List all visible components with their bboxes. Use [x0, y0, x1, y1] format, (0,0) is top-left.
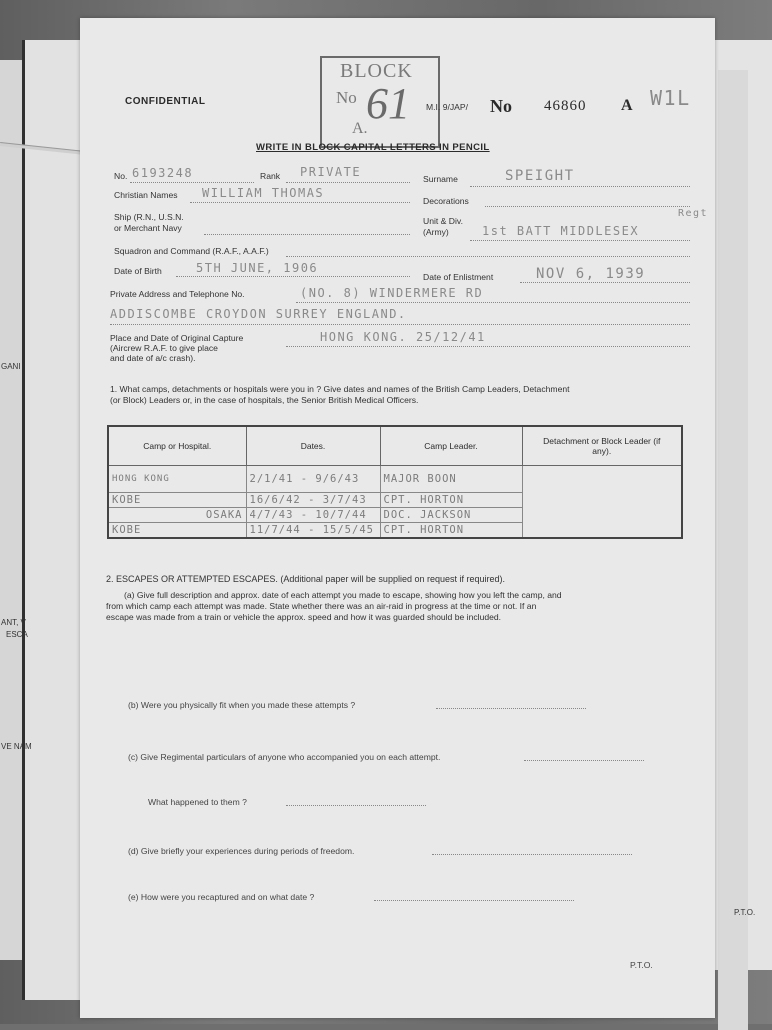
camps-table — [107, 425, 683, 539]
underlying-sheet-right-2 — [718, 70, 748, 1030]
unit-extra: Regt — [678, 208, 709, 219]
enlistment-value: NOV 6, 1939 — [536, 266, 646, 282]
section-2a-line-2: from which camp each attempt was made. State whether there was an air-raid in progress at the time or not. If an — [106, 601, 537, 611]
unit-label-2: (Army) — [423, 227, 449, 237]
form-letter: A — [621, 97, 633, 114]
capture-label-1: Place and Date of Original Capture — [110, 333, 244, 343]
christian-names-value: WILLIAM THOMAS — [202, 186, 325, 200]
surname-value: SPEIGHT — [505, 168, 575, 184]
stamp-no-label: No — [336, 88, 357, 107]
dob-value: 5TH JUNE, 1906 — [196, 261, 319, 275]
stamp-block-label: BLOCK — [340, 60, 413, 82]
question-2c-followup: What happened to them ? — [148, 797, 247, 807]
left-fragment-text: ANT, V — [1, 618, 26, 627]
address-line-2: ADDISCOMBE CROYDON SURREY ENGLAND. — [110, 307, 407, 321]
block-stamp — [320, 56, 440, 148]
header-detachment: Detachment or Block Leader (if any). — [522, 426, 682, 466]
question-2d: (d) Give briefly your experiences during periods of freedom. — [128, 846, 355, 856]
unit-label-1: Unit & Div. — [423, 216, 463, 226]
decorations-label: Decorations — [423, 196, 469, 206]
question-1-line-1: 1. What camps, detachments or hospitals were you in ? Give dates and names of the British Camp Leaders, Detachment — [110, 384, 570, 394]
header-camp: Camp or Hospital. — [108, 426, 246, 466]
left-fragment-text: VE NAM — [1, 742, 32, 751]
rank-value: PRIVATE — [300, 165, 362, 179]
mi-reference: M.I. 9/JAP/ — [426, 102, 469, 112]
form-number: 46860 — [544, 98, 587, 114]
leader-cell: MAJOR BOON — [380, 466, 522, 493]
leader-cell: CPT. HORTON — [380, 523, 522, 539]
dates-cell: 2/1/41 - 9/6/43 — [246, 466, 380, 493]
address-label: Private Address and Telephone No. — [110, 289, 245, 299]
ship-label-1: Ship (R.N., U.S.N. — [114, 212, 184, 222]
pto-label: P.T.O. — [630, 960, 653, 970]
dates-cell: 11/7/44 - 15/5/45 — [246, 523, 380, 539]
service-number-value: 6193248 — [132, 166, 194, 180]
dates-cell: 16/6/42 - 3/7/43 — [246, 493, 380, 508]
detachment-cell — [522, 466, 682, 539]
header-camp-leader: Camp Leader. — [380, 426, 522, 466]
ship-label-2: or Merchant Navy — [114, 223, 182, 233]
camp-cell: HONG KONG — [112, 474, 170, 484]
section-2-title: 2. ESCAPES OR ATTEMPTED ESCAPES. (Additional paper will be supplied on request if required). — [106, 574, 506, 584]
capture-label-3: and date of a/c crash). — [110, 353, 196, 363]
leader-cell: DOC. JACKSON — [380, 508, 522, 523]
question-1-line-2: (or Block) Leaders or, in the case of hospitals, the Senior British Medical Officers. — [110, 395, 419, 405]
place-cell: OSAKA — [205, 509, 243, 521]
enlistment-label: Date of Enlistment — [423, 272, 494, 282]
table-row — [108, 466, 682, 493]
header-dates: Dates. — [246, 426, 380, 466]
squadron-label: Squadron and Command (R.A.F., A.A.F.) — [114, 246, 269, 256]
dob-label: Date of Birth — [114, 266, 162, 276]
left-fragment-text: ESCA — [6, 630, 28, 639]
right-fragment-text: P.T.O. — [734, 908, 756, 917]
number-label: No — [490, 96, 512, 116]
corner-handwriting: W1L — [650, 86, 691, 110]
question-2c: (c) Give Regimental particulars of anyone who accompanied you on each attempt. — [128, 752, 441, 762]
christian-names-label: Christian Names — [114, 190, 178, 200]
question-2b: (b) Were you physically fit when you made these attempts ? — [128, 700, 356, 710]
stamp-number: 61 — [366, 79, 410, 128]
no-label: No. — [114, 171, 128, 181]
confidential-label: CONFIDENTIAL — [125, 96, 206, 107]
capture-label-2: (Aircrew R.A.F. to give place — [110, 343, 218, 353]
camp-cell: KOBE — [112, 494, 142, 506]
instruction-heading: WRITE IN BLOCK CAPITAL LETTERS IN PENCIL — [256, 142, 490, 153]
address-line-1: (NO. 8) WINDERMERE RD — [300, 286, 484, 300]
left-fragment-text: GANI — [1, 362, 21, 371]
stamp-letter: A. — [352, 120, 368, 137]
leader-cell: CPT. HORTON — [380, 493, 522, 508]
section-2a-line-3: escape was made from a train or vehicle the approx. speed and how it was guarded should be included. — [106, 612, 502, 622]
unit-value: 1st BATT MIDDLESEX — [482, 224, 640, 238]
table-header-row — [108, 426, 682, 466]
section-2a-line-1: (a) Give full description and approx. date of each attempt you made to escape, showing how you left the camp, and — [124, 590, 562, 600]
dates-cell: 4/7/43 - 10/7/44 — [246, 508, 380, 523]
question-2e: (e) How were you recaptured and on what date ? — [128, 892, 315, 902]
underlying-folder-left — [22, 40, 85, 1000]
form-page — [80, 18, 715, 1018]
capture-value: HONG KONG. 25/12/41 — [320, 330, 486, 344]
camp-cell: KOBE — [112, 524, 142, 536]
surname-label: Surname — [423, 174, 458, 184]
rank-label: Rank — [260, 171, 281, 181]
